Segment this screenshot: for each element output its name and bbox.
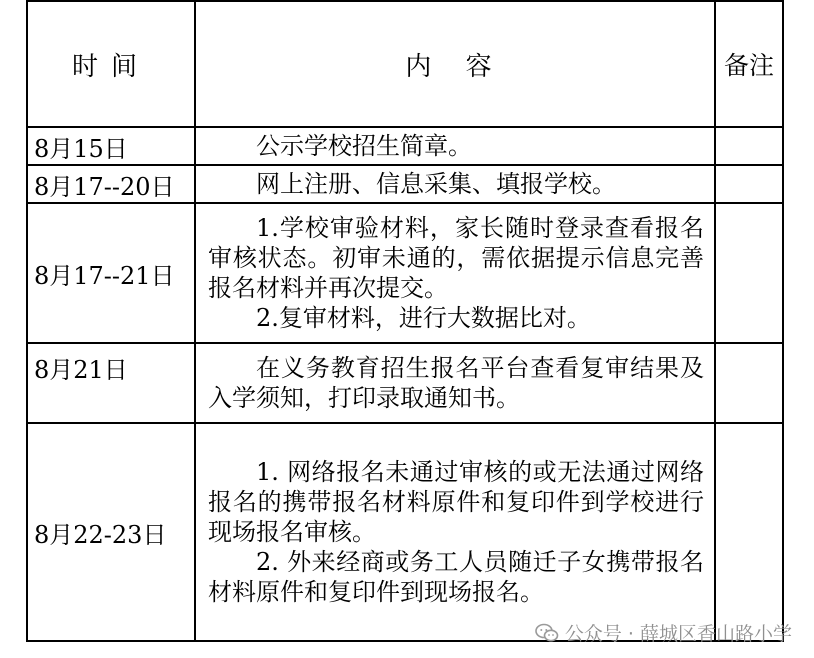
row-time: 8月17--21日: [27, 203, 195, 343]
content-paragraph: 网上注册、信息采集、填报学校。: [256, 170, 616, 198]
header-content: 内 容: [195, 1, 715, 127]
row-content: [195, 203, 715, 343]
wechat-icon: [535, 623, 559, 643]
watermark: [535, 619, 792, 646]
row-time: 8月22-23日: [27, 423, 195, 641]
row-content: [195, 343, 715, 423]
content-paragraph: 1. 网络报名未通过审核的或无法通过网络报名的携带报名材料原件和复印件到学校进行现场报名审核。: [208, 458, 704, 546]
table-header-row: [27, 1, 783, 127]
watermark-text: 公众号 · 薛城区香山路小学: [564, 623, 792, 645]
content-paragraph: 在义务教育招生报名平台查看复审结果及入学须知，打印录取通知书。: [208, 354, 704, 412]
content-paragraph: 公示学校招生简章。: [256, 132, 472, 160]
header-remark: 备注: [715, 1, 783, 127]
row-content: [195, 423, 715, 641]
row-time: 8月21日: [27, 343, 195, 423]
content-paragraph: 1.学校审验材料，家长随时登录查看报名审核状态。初审未通的，需依据提示信息完善报名材料并再次提交。: [208, 214, 704, 302]
enrollment-schedule-table: [26, 0, 784, 642]
row-remark: [715, 423, 783, 641]
row-remark: [715, 203, 783, 343]
row-time: 8月17--20日: [27, 165, 195, 203]
row-content: [195, 165, 715, 203]
row-content: [195, 127, 715, 165]
content-paragraph: 2.复审材料，进行大数据比对。: [256, 304, 591, 332]
table-row: [27, 127, 783, 165]
content-paragraph: 2. 外来经商或务工人员随迁子女携带报名材料原件和复印件到现场报名。: [208, 548, 704, 606]
table-row: [27, 423, 783, 641]
row-time: 8月15日: [27, 127, 195, 165]
header-time: 时间: [27, 1, 195, 127]
row-remark: [715, 165, 783, 203]
row-remark: [715, 343, 783, 423]
table-row: [27, 203, 783, 343]
table-row: [27, 343, 783, 423]
row-remark: [715, 127, 783, 165]
table-row: [27, 165, 783, 203]
